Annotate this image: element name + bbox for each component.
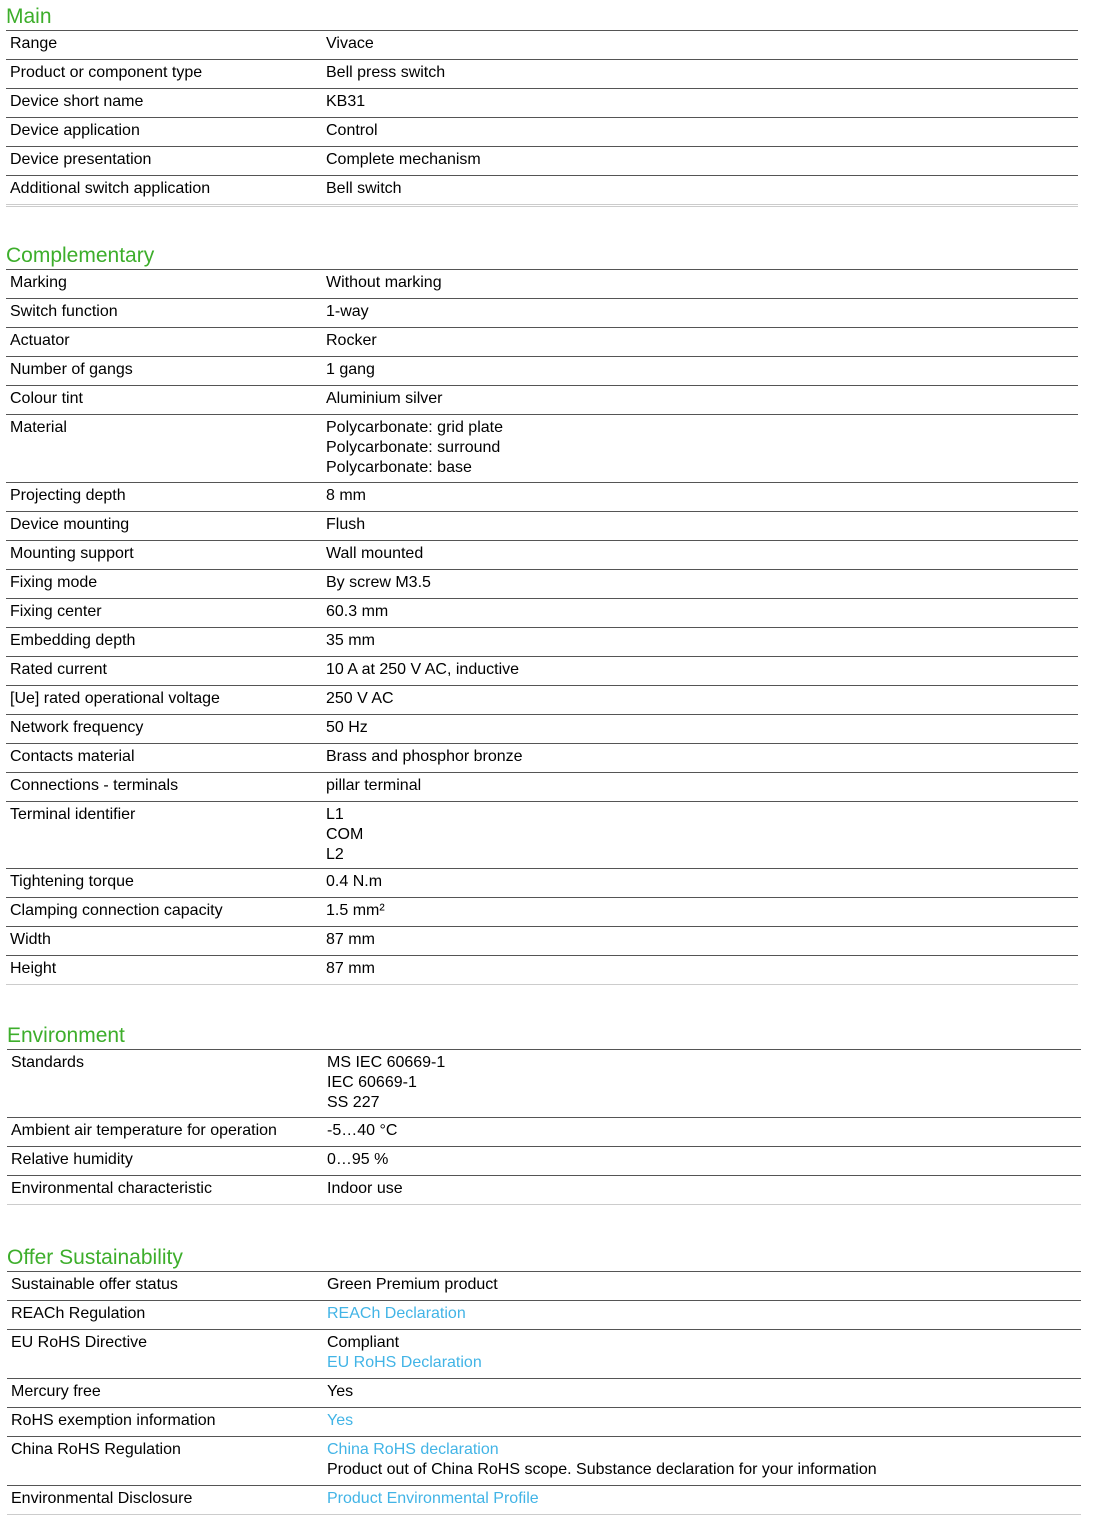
spec-label: Tightening torque: [10, 873, 134, 890]
table-row: [6, 357, 1078, 386]
spec-label: Marking: [10, 274, 67, 291]
spec-value-line: 0…95 %: [327, 1151, 389, 1168]
spec-value: [326, 60, 1078, 88]
spec-value-line: 1-way: [326, 303, 369, 320]
spec-value: [326, 118, 1078, 146]
spec-label: Ambient air temperature for operation: [11, 1122, 277, 1139]
spec-value: [327, 1379, 1081, 1407]
spec-value-line: Wall mounted: [326, 545, 424, 562]
table-row: [6, 715, 1078, 744]
spec-value-line: 250 V AC: [326, 690, 394, 707]
table-row: [7, 1408, 1081, 1437]
spec-value-line: Product out of China RoHS scope. Substance declaration for your information: [327, 1461, 877, 1478]
spec-value-line: Vivace: [326, 35, 374, 52]
spec-value: [326, 541, 1078, 569]
spec-label: Environmental characteristic: [11, 1180, 212, 1197]
spec-value: [326, 744, 1078, 772]
spec-value: [326, 773, 1078, 801]
spec-label: Fixing center: [10, 603, 102, 620]
spec-value: [327, 1176, 1081, 1204]
spec-label: Mounting support: [10, 545, 134, 562]
spec-label: Device mounting: [10, 516, 130, 533]
spec-value-line: Complete mechanism: [326, 151, 481, 168]
spec-label: Product or component type: [10, 64, 203, 81]
spec-value-line: L1: [326, 806, 344, 823]
section-main: [6, 4, 1078, 207]
table-row: [6, 927, 1078, 956]
spec-value-line: 0.4 N.m: [326, 873, 383, 890]
spec-value: [326, 927, 1078, 955]
section-title: Complementary: [6, 243, 1078, 270]
spec-label: REACh Regulation: [11, 1305, 146, 1322]
spec-value: [326, 715, 1078, 743]
table-row: [6, 570, 1078, 599]
spec-link[interactable]: EU RoHS Declaration: [327, 1354, 482, 1371]
table-row: [7, 1147, 1081, 1176]
spec-value-line: Polycarbonate: grid plate: [326, 419, 503, 436]
spec-value-line: -5…40 °C: [327, 1122, 398, 1139]
spec-table: [7, 1272, 1081, 1515]
spec-label: Fixing mode: [10, 574, 98, 591]
spec-value-line: 87 mm: [326, 931, 375, 948]
spec-value-line: Green Premium product: [327, 1276, 498, 1293]
section-environment: [7, 1023, 1081, 1205]
section-title: Offer Sustainability: [7, 1245, 1081, 1272]
spec-label: Mercury free: [11, 1383, 101, 1400]
spec-value-line: Polycarbonate: base: [326, 459, 472, 476]
spec-link[interactable]: REACh Declaration: [327, 1305, 466, 1322]
spec-value: [326, 415, 1078, 482]
spec-label: Device presentation: [10, 151, 152, 168]
table-row: [6, 628, 1078, 657]
spec-link[interactable]: China RoHS declaration: [327, 1441, 499, 1458]
spec-value: [326, 328, 1078, 356]
table-row: [6, 898, 1078, 927]
table-row: [6, 686, 1078, 715]
spec-value-line: Polycarbonate: surround: [326, 439, 501, 456]
table-row: [7, 1330, 1081, 1379]
spec-label: Device application: [10, 122, 140, 139]
table-row: [6, 60, 1078, 89]
spec-label: Width: [10, 931, 51, 948]
spec-value-line: By screw M3.5: [326, 574, 431, 591]
spec-value: [326, 956, 1078, 984]
table-row: [7, 1379, 1081, 1408]
table-row: [7, 1437, 1081, 1486]
spec-value-line: IEC 60669-1: [327, 1074, 417, 1091]
table-row: [6, 270, 1078, 299]
spec-value: [326, 686, 1078, 714]
section-complementary: [6, 243, 1078, 985]
spec-label: Actuator: [10, 332, 70, 349]
spec-link[interactable]: Yes: [327, 1412, 354, 1429]
table-row: [7, 1272, 1081, 1301]
spec-value-line: 10 A at 250 V AC, inductive: [326, 661, 520, 678]
spec-value: [327, 1147, 1081, 1175]
spec-value-line: Flush: [326, 516, 366, 533]
spec-value-line: 87 mm: [326, 960, 375, 977]
table-row: [6, 512, 1078, 541]
spec-value-line: Bell press switch: [326, 64, 446, 81]
table-row: [7, 1301, 1081, 1330]
spec-label: Projecting depth: [10, 487, 126, 504]
spec-label: China RoHS Regulation: [11, 1441, 181, 1458]
table-row: [7, 1486, 1081, 1515]
table-row: [6, 31, 1078, 60]
spec-label: Relative humidity: [11, 1151, 133, 1168]
spec-label: Height: [10, 960, 57, 977]
spec-label: Device short name: [10, 93, 144, 110]
spec-value: [326, 31, 1078, 59]
spec-label: Colour tint: [10, 390, 83, 407]
spec-label: [Ue] rated operational voltage: [10, 690, 220, 707]
spec-label: Connections - terminals: [10, 777, 179, 794]
table-row: [6, 118, 1078, 147]
spec-label: Network frequency: [10, 719, 144, 736]
spec-label: Rated current: [10, 661, 107, 678]
spec-value: [327, 1408, 1081, 1436]
table-row: [6, 744, 1078, 773]
spec-value-line: L2: [326, 846, 344, 863]
spec-label: RoHS exemption information: [11, 1412, 216, 1429]
table-row: [6, 176, 1078, 205]
table-row: [6, 599, 1078, 628]
spec-label: Switch function: [10, 303, 118, 320]
spec-label: EU RoHS Directive: [11, 1334, 148, 1351]
spec-value: [326, 599, 1078, 627]
table-row: [6, 386, 1078, 415]
spec-value-line: 60.3 mm: [326, 603, 389, 620]
section-sustainability: [7, 1245, 1081, 1515]
spec-value: [326, 802, 1078, 868]
spec-label: Clamping connection capacity: [10, 902, 223, 919]
spec-value: [326, 483, 1078, 511]
spec-label: Range: [10, 35, 58, 52]
spec-value: [326, 270, 1078, 298]
spec-label: Sustainable offer status: [11, 1276, 178, 1293]
spec-value-line: SS 227: [327, 1094, 380, 1111]
spec-value: [326, 898, 1078, 926]
spec-table: [7, 1050, 1081, 1205]
table-row: [6, 299, 1078, 328]
spec-value: [326, 357, 1078, 385]
spec-value-line: Bell switch: [326, 180, 402, 197]
table-row: [6, 802, 1078, 869]
table-row: [7, 1118, 1081, 1147]
spec-value-line: Brass and phosphor bronze: [326, 748, 523, 765]
spec-value-line: Compliant: [327, 1334, 400, 1351]
spec-value: [326, 176, 1078, 204]
table-row: [7, 1176, 1081, 1205]
spec-value: [326, 299, 1078, 327]
spec-label: Embedding depth: [10, 632, 136, 649]
spec-table: [6, 31, 1078, 205]
spec-label: Material: [10, 419, 67, 436]
spec-value: [326, 628, 1078, 656]
spec-value: [326, 512, 1078, 540]
spec-label: Terminal identifier: [10, 806, 136, 823]
spec-value-line: Without marking: [326, 274, 442, 291]
spec-value: [326, 570, 1078, 598]
spec-value: [327, 1486, 1081, 1514]
spec-value-line: Aluminium silver: [326, 390, 443, 407]
table-row: [6, 956, 1078, 985]
spec-label: Environmental Disclosure: [11, 1490, 193, 1507]
spec-label: Contacts material: [10, 748, 135, 765]
table-row: [6, 415, 1078, 483]
spec-value-line: Control: [326, 122, 378, 139]
section-title: Environment: [7, 1023, 1081, 1050]
spec-label: Number of gangs: [10, 361, 133, 378]
spec-value: [326, 89, 1078, 117]
spec-value: [326, 386, 1078, 414]
spec-value-line: 35 mm: [326, 632, 375, 649]
spec-value-line: Yes: [327, 1383, 354, 1400]
table-row: [6, 869, 1078, 898]
spec-value-line: Indoor use: [327, 1180, 403, 1197]
spec-value-line: COM: [326, 826, 364, 843]
spec-value-line: Rocker: [326, 332, 377, 349]
table-row: [6, 483, 1078, 512]
spec-value: [327, 1437, 1081, 1485]
table-row: [6, 328, 1078, 357]
spec-value: [327, 1118, 1081, 1146]
spec-value: [326, 869, 1078, 897]
table-row: [6, 657, 1078, 686]
spec-value-line: MS IEC 60669-1: [327, 1054, 446, 1071]
table-row: [6, 541, 1078, 570]
table-row: [6, 147, 1078, 176]
spec-value: [326, 147, 1078, 175]
spec-value-line: 1 gang: [326, 361, 375, 378]
spec-value: [327, 1330, 1081, 1378]
spec-value: [327, 1301, 1081, 1329]
spec-value-line: 8 mm: [326, 487, 366, 504]
table-row: [7, 1050, 1081, 1118]
spec-value-line: 50 Hz: [326, 719, 368, 736]
spec-value-line: pillar terminal: [326, 777, 422, 794]
spec-label: Standards: [11, 1054, 84, 1071]
spec-value: [327, 1272, 1081, 1300]
spec-value: [327, 1050, 1081, 1117]
section-title: Main: [6, 4, 1078, 31]
spec-value: [326, 657, 1078, 685]
table-row: [6, 773, 1078, 802]
spec-table: [6, 270, 1078, 985]
spec-link[interactable]: Product Environmental Profile: [327, 1490, 539, 1507]
spec-label: Additional switch application: [10, 180, 211, 197]
spec-value-line: 1.5 mm²: [326, 902, 385, 919]
table-row: [6, 89, 1078, 118]
spec-value-line: KB31: [326, 93, 366, 110]
